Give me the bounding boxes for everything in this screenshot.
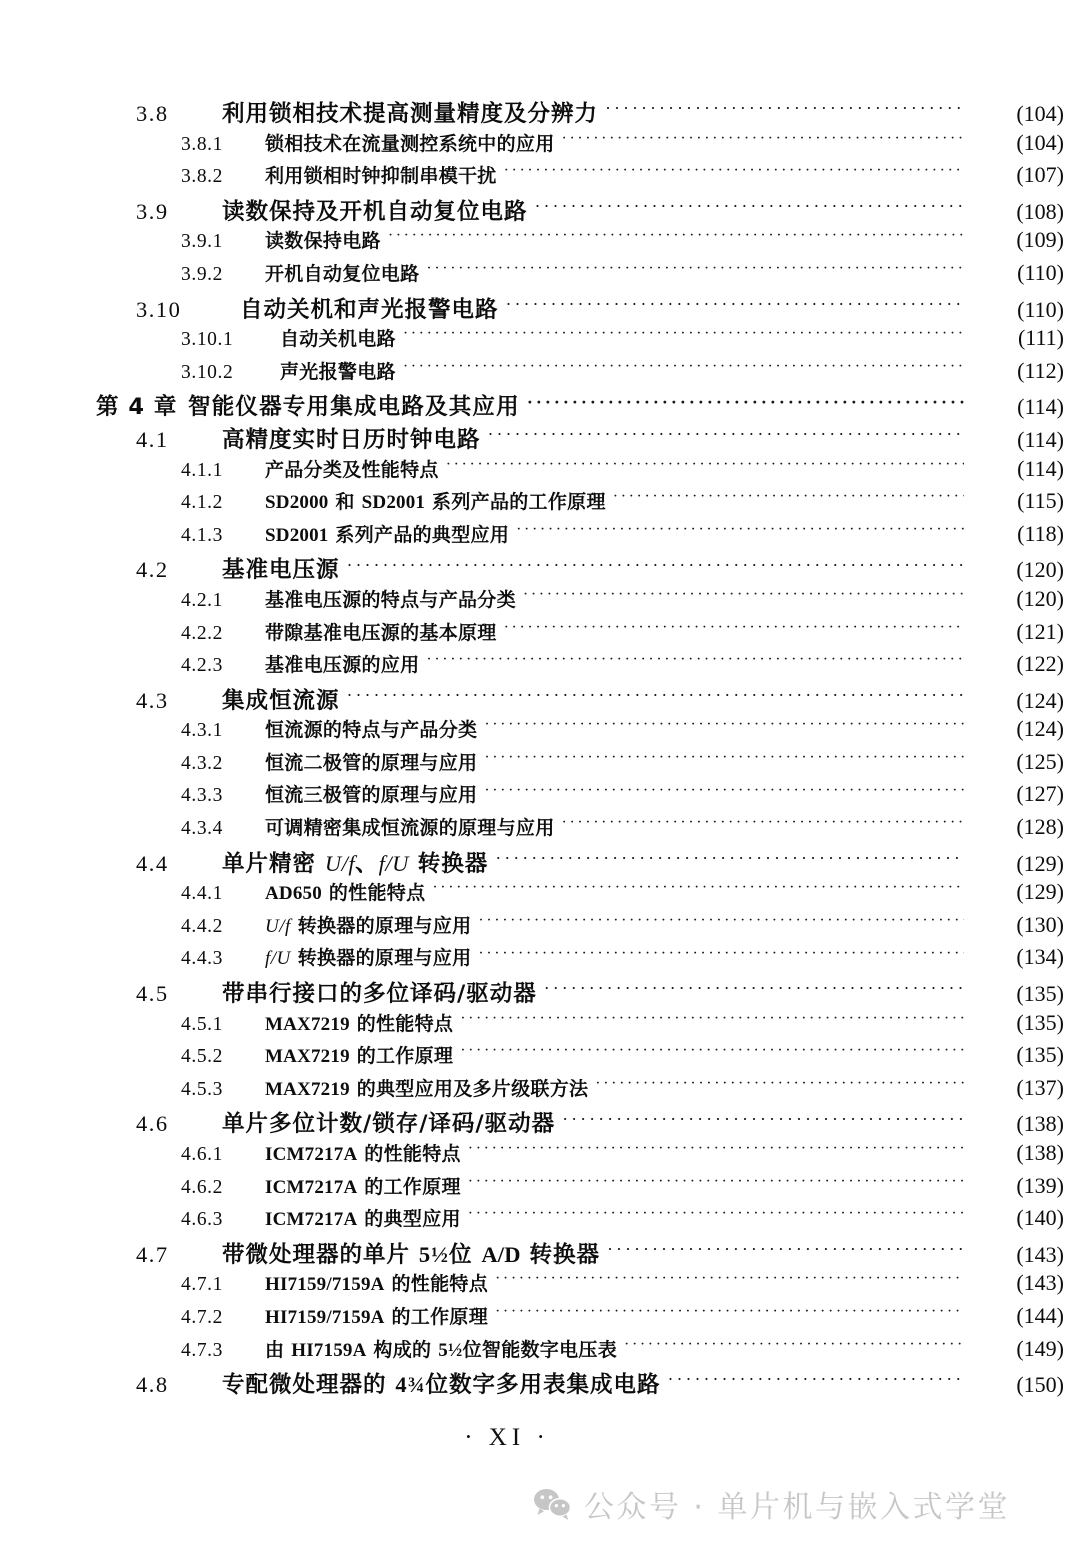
dot-leader	[613, 489, 964, 509]
toc-entry-title: SD2001 系列产品的典型应用	[265, 523, 510, 546]
toc-entry[interactable]	[0, 161, 1080, 194]
toc-entry[interactable]	[0, 813, 1080, 846]
toc-entry-page: (114)	[1017, 426, 1064, 452]
toc-entry[interactable]	[0, 455, 1080, 488]
toc-entry-page: (150)	[1016, 1372, 1064, 1398]
toc-entry[interactable]	[0, 780, 1080, 813]
dot-leader	[468, 1141, 964, 1161]
toc-entry-title: MAX7219 的工作原理	[265, 1045, 454, 1068]
toc-entry[interactable]	[0, 324, 1080, 357]
dot-leader	[426, 652, 964, 672]
toc-entry-page: (114)	[1017, 394, 1064, 420]
toc-entry[interactable]	[0, 1269, 1080, 1302]
title-token: MAX7219	[265, 1078, 350, 1100]
toc-entry-number: 3.10.1	[181, 329, 234, 351]
toc-entry[interactable]	[0, 520, 1080, 553]
title-token: ICM7217A	[265, 1209, 358, 1231]
toc-entry-page: (112)	[1017, 357, 1064, 383]
title-token: HI7159A	[291, 1339, 367, 1361]
toc-entry-number: 3.9.1	[181, 231, 223, 253]
title-token: MAX7219	[265, 1046, 350, 1068]
dot-leader	[460, 1010, 964, 1030]
toc-entry-page: (129)	[1016, 879, 1064, 905]
dot-leader	[504, 163, 964, 183]
toc-entry-title: 恒流源的特点与产品分类	[265, 719, 478, 742]
toc-entry-title: 基准电压源	[222, 557, 340, 584]
toc-entry-title: 带隙基准电压源的基本原理	[265, 621, 497, 644]
title-token: 4¾	[395, 1372, 426, 1398]
watermark	[0, 1482, 1080, 1526]
toc-entry-page: (139)	[1016, 1172, 1064, 1198]
toc-entry-page: (127)	[1016, 781, 1064, 807]
dot-leader	[488, 424, 964, 447]
dot-leader	[535, 196, 964, 219]
toc-entry-page: (120)	[1016, 585, 1064, 611]
dot-leader	[527, 392, 964, 415]
toc-entry[interactable]	[0, 422, 1080, 455]
toc-entry-number: 3.10.2	[181, 361, 234, 383]
toc-entry[interactable]	[0, 292, 1080, 325]
toc-entry[interactable]	[0, 943, 1080, 976]
toc-entry-title: AD650 的性能特点	[265, 882, 426, 905]
toc-entry-page: (104)	[1016, 129, 1064, 155]
toc-entry[interactable]	[0, 1302, 1080, 1335]
toc-entry-page: (107)	[1016, 162, 1064, 188]
toc-entry-title: 恒流三极管的原理与应用	[265, 784, 478, 807]
dot-leader	[506, 294, 964, 317]
toc-entry[interactable]	[0, 1237, 1080, 1270]
toc-entry-page: (104)	[1016, 101, 1064, 126]
toc-entry-number: 4.3.4	[181, 818, 223, 840]
toc-entry-title: HI7159/7159A 的工作原理	[265, 1305, 488, 1328]
toc-entry[interactable]	[0, 911, 1080, 944]
toc-entry-page: (144)	[1016, 1302, 1064, 1328]
toc-entry-number: 4.3.1	[181, 720, 223, 742]
toc-entry-number: 第 4 章	[96, 394, 178, 421]
toc-entry-title: 利用锁相时钟抑制串模干扰	[265, 165, 497, 188]
toc-entry-page: (109)	[1016, 227, 1064, 253]
toc-entry-page: (140)	[1016, 1205, 1064, 1231]
title-token: 5½	[418, 1241, 449, 1267]
toc-entry-page: (118)	[1017, 520, 1064, 546]
title-token: AD650	[265, 883, 322, 905]
table-of-contents	[0, 96, 1080, 1400]
title-token: A/D	[481, 1241, 521, 1267]
dot-leader	[478, 945, 964, 965]
toc-entry-number: 3.8.1	[181, 133, 223, 155]
toc-entry-title: 读数保持及开机自动复位电路	[222, 198, 528, 225]
dot-leader	[460, 1043, 964, 1063]
toc-entry-title: U/f 转换器的原理与应用	[265, 914, 472, 937]
toc-entry-page: (121)	[1016, 618, 1064, 644]
toc-entry-number: 4.7.3	[181, 1339, 223, 1361]
toc-entry-number: 4.3	[136, 687, 169, 713]
toc-entry[interactable]	[0, 1139, 1080, 1172]
toc-entry-title: ICM7217A 的工作原理	[265, 1175, 461, 1198]
dot-leader	[432, 880, 964, 900]
toc-entry-page: (143)	[1016, 1270, 1064, 1296]
toc-entry-page: (138)	[1016, 1111, 1064, 1137]
toc-entry-number: 4.6.2	[181, 1176, 223, 1198]
toc-entry-title: 智能仪器专用集成电路及其应用	[188, 394, 520, 421]
toc-entry[interactable]	[0, 1106, 1080, 1139]
dot-leader	[426, 260, 964, 280]
toc-entry[interactable]	[0, 1172, 1080, 1205]
toc-entry-title: MAX7219 的典型应用及多片级联方法	[265, 1077, 589, 1100]
toc-entry-title: ICM7217A 的典型应用	[265, 1208, 461, 1231]
toc-entry[interactable]	[0, 846, 1080, 879]
toc-entry-page: (120)	[1016, 557, 1064, 583]
toc-entry[interactable]	[0, 683, 1080, 716]
toc-entry-number: 3.9.2	[181, 263, 223, 285]
toc-entry-number: 4.2.3	[181, 655, 223, 677]
title-token: HI7159/7159A	[265, 1306, 385, 1328]
title-token: U/f	[324, 850, 356, 876]
toc-entry-number: 4.2.1	[181, 589, 223, 611]
toc-entry-page: (115)	[1017, 488, 1064, 514]
toc-entry[interactable]	[0, 129, 1080, 162]
dot-leader	[478, 912, 964, 932]
toc-entry-title: 利用锁相技术提高测量精度及分辨力	[222, 101, 599, 127]
toc-entry-title: 开机自动复位电路	[265, 262, 420, 285]
toc-entry[interactable]	[0, 748, 1080, 781]
dot-leader	[495, 1271, 964, 1291]
toc-entry-number: 4.1.3	[181, 524, 223, 546]
dot-leader	[624, 1336, 964, 1356]
toc-entry-number: 4.7.1	[181, 1274, 223, 1296]
toc-entry-page: (130)	[1016, 911, 1064, 937]
toc-entry-title: 集成恒流源	[222, 687, 340, 714]
toc-entry[interactable]	[0, 618, 1080, 651]
toc-entry-number: 4.5.3	[181, 1078, 223, 1100]
toc-entry-number: 3.8	[136, 101, 169, 126]
toc-entry-page: (134)	[1016, 944, 1064, 970]
toc-entry-title: ICM7217A 的性能特点	[265, 1143, 461, 1165]
dot-leader	[495, 848, 964, 871]
title-token: HI7159/7159A	[265, 1274, 385, 1296]
toc-entry-page: (135)	[1016, 1042, 1064, 1068]
title-token: MAX7219	[265, 1013, 350, 1035]
toc-entry-page: (124)	[1016, 687, 1064, 713]
toc-entry-title: f/U 转换器的原理与应用	[265, 947, 472, 970]
toc-entry-title: 带微处理器的单片 5½位 A/D 转换器	[222, 1241, 601, 1268]
toc-entry[interactable]	[0, 96, 1080, 129]
toc-entry-page: (110)	[1017, 296, 1064, 322]
toc-entry-number: 4.4.1	[181, 883, 223, 905]
toc-entry[interactable]	[0, 1367, 1080, 1400]
toc-entry-title: 读数保持电路	[265, 230, 381, 253]
toc-entry-page: (137)	[1016, 1074, 1064, 1100]
toc-entry-page: (114)	[1017, 455, 1064, 481]
toc-entry-number: 4.1.2	[181, 492, 223, 514]
toc-entry[interactable]	[0, 1335, 1080, 1368]
toc-entry-number: 4.6.3	[181, 1209, 223, 1231]
toc-entry-number: 4.1	[136, 426, 169, 452]
wechat-icon	[532, 1487, 572, 1521]
toc-entry-number: 4.4.2	[181, 915, 223, 937]
toc-entry[interactable]	[0, 715, 1080, 748]
title-token: ICM7217A	[265, 1144, 358, 1165]
toc-entry-title: 可调精密集成恒流源的原理与应用	[265, 817, 555, 840]
toc-entry-title: 自动关机和声光报警电路	[240, 296, 499, 323]
toc-entry-number: 4.2	[136, 557, 169, 583]
dot-leader	[347, 555, 964, 578]
dot-leader	[468, 1173, 964, 1193]
dot-leader	[347, 685, 964, 708]
title-token: SD2001	[361, 492, 426, 514]
toc-entry-title: 自动关机电路	[280, 328, 396, 351]
toc-entry[interactable]	[0, 878, 1080, 911]
toc-entry-number: 4.8	[136, 1372, 169, 1398]
dot-leader	[516, 521, 964, 541]
toc-entry-title: 带串行接口的多位译码/驱动器	[222, 981, 537, 1008]
dot-leader	[544, 979, 964, 1002]
toc-entry[interactable]	[0, 585, 1080, 618]
dot-leader	[468, 1206, 964, 1226]
title-token: 5½	[438, 1339, 463, 1361]
toc-entry-number: 4.3.2	[181, 752, 223, 774]
dot-leader	[595, 1075, 964, 1095]
toc-entry-title: 单片多位计数/锁存/译码/驱动器	[222, 1111, 556, 1138]
toc-entry-number: 4.4	[136, 850, 169, 876]
toc-entry[interactable]	[0, 487, 1080, 520]
title-token: U/f	[265, 915, 291, 937]
toc-entry-page: (124)	[1016, 716, 1064, 742]
title-token: f/U	[378, 850, 409, 876]
toc-entry-number: 4.1.1	[181, 459, 223, 481]
dot-leader	[446, 456, 964, 476]
toc-entry[interactable]	[0, 1204, 1080, 1237]
toc-entry-number: 4.2.2	[181, 622, 223, 644]
toc-entry-page: (135)	[1016, 981, 1064, 1007]
toc-entry[interactable]	[0, 1074, 1080, 1107]
toc-entry-number: 4.6.1	[181, 1144, 223, 1165]
toc-entry-title: 单片精密 U/f、f/U 转换器	[222, 850, 489, 877]
toc-entry-title: 基准电压源的应用	[265, 654, 420, 677]
toc-entry-title: 锁相技术在流量测控系统中的应用	[265, 132, 555, 155]
toc-entry-number: 3.10	[136, 296, 182, 322]
dot-leader	[388, 228, 964, 248]
toc-entry-page: (108)	[1016, 198, 1064, 224]
title-token: SD2000	[265, 492, 329, 514]
toc-entry-title: 由 HI7159A 构成的 5½位智能数字电压表	[265, 1338, 618, 1361]
dot-leader	[504, 619, 964, 639]
toc-entry[interactable]	[0, 552, 1080, 585]
toc-entry-number: 4.5.2	[181, 1046, 223, 1068]
toc-entry[interactable]	[0, 357, 1080, 390]
toc-entry[interactable]	[0, 259, 1080, 292]
toc-entry[interactable]	[0, 650, 1080, 683]
dot-leader	[562, 130, 964, 150]
dot-leader	[607, 1239, 964, 1262]
toc-entry-page: (149)	[1016, 1335, 1064, 1361]
toc-entry-title: 基准电压源的特点与产品分类	[265, 588, 516, 611]
toc-entry-title: 产品分类及性能特点	[265, 458, 439, 481]
dot-leader	[484, 717, 964, 737]
toc-entry-title: 恒流二极管的原理与应用	[265, 751, 478, 774]
toc-entry-title: 专配微处理器的 4¾位数字多用表集成电路	[222, 1372, 661, 1399]
toc-entry[interactable]	[0, 1041, 1080, 1074]
toc-entry-page: (110)	[1017, 259, 1064, 285]
dot-leader	[523, 586, 964, 606]
toc-entry-page: (129)	[1016, 850, 1064, 876]
toc-entry-number: 4.7	[136, 1241, 169, 1267]
toc-entry-title: HI7159/7159A 的性能特点	[265, 1273, 488, 1296]
toc-entry-number: 4.3.3	[181, 785, 223, 807]
watermark-text: 公众号 · 单片机与嵌入式学堂	[583, 1490, 1010, 1525]
dot-leader	[605, 99, 964, 122]
toc-chapter-entry[interactable]	[0, 389, 1080, 422]
toc-entry-number: 4.4.3	[181, 948, 223, 970]
toc-entry-number: 4.6	[136, 1111, 169, 1137]
dot-leader	[484, 749, 964, 769]
dot-leader	[562, 1109, 964, 1132]
toc-entry-page: (138)	[1016, 1140, 1064, 1165]
toc-entry-title: 高精度实时日历时钟电路	[222, 426, 481, 453]
toc-entry-number: 3.9	[136, 198, 169, 224]
title-token: f/U	[265, 948, 291, 970]
toc-entry-title: 声光报警电路	[280, 360, 396, 383]
toc-entry-number: 4.5	[136, 981, 169, 1007]
toc-entry[interactable]	[0, 226, 1080, 259]
toc-entry[interactable]	[0, 976, 1080, 1009]
toc-entry-page: (111)	[1017, 325, 1064, 351]
toc-entry-page: (135)	[1016, 1009, 1064, 1035]
dot-leader	[403, 358, 964, 378]
toc-entry-page: (128)	[1016, 814, 1064, 840]
toc-entry-page: (122)	[1016, 651, 1064, 677]
page-folio: · XI ·	[464, 1424, 550, 1451]
toc-entry[interactable]	[0, 1009, 1080, 1042]
toc-entry-number: 3.8.2	[181, 166, 223, 188]
toc-entry-page: (143)	[1016, 1241, 1064, 1267]
dot-leader	[495, 1303, 964, 1323]
title-token: ICM7217A	[265, 1176, 358, 1198]
toc-entry-page: (125)	[1016, 748, 1064, 774]
dot-leader	[484, 782, 964, 802]
toc-entry-number: 4.7.2	[181, 1306, 223, 1328]
toc-entry-number: 4.5.1	[181, 1013, 223, 1035]
toc-entry-title: MAX7219 的性能特点	[265, 1012, 454, 1035]
toc-entry[interactable]	[0, 194, 1080, 227]
dot-leader	[667, 1370, 964, 1393]
dot-leader	[562, 815, 964, 835]
dot-leader	[403, 326, 964, 346]
title-token: SD2001	[265, 524, 329, 546]
toc-entry-title: SD2000 和 SD2001 系列产品的工作原理	[265, 491, 606, 514]
